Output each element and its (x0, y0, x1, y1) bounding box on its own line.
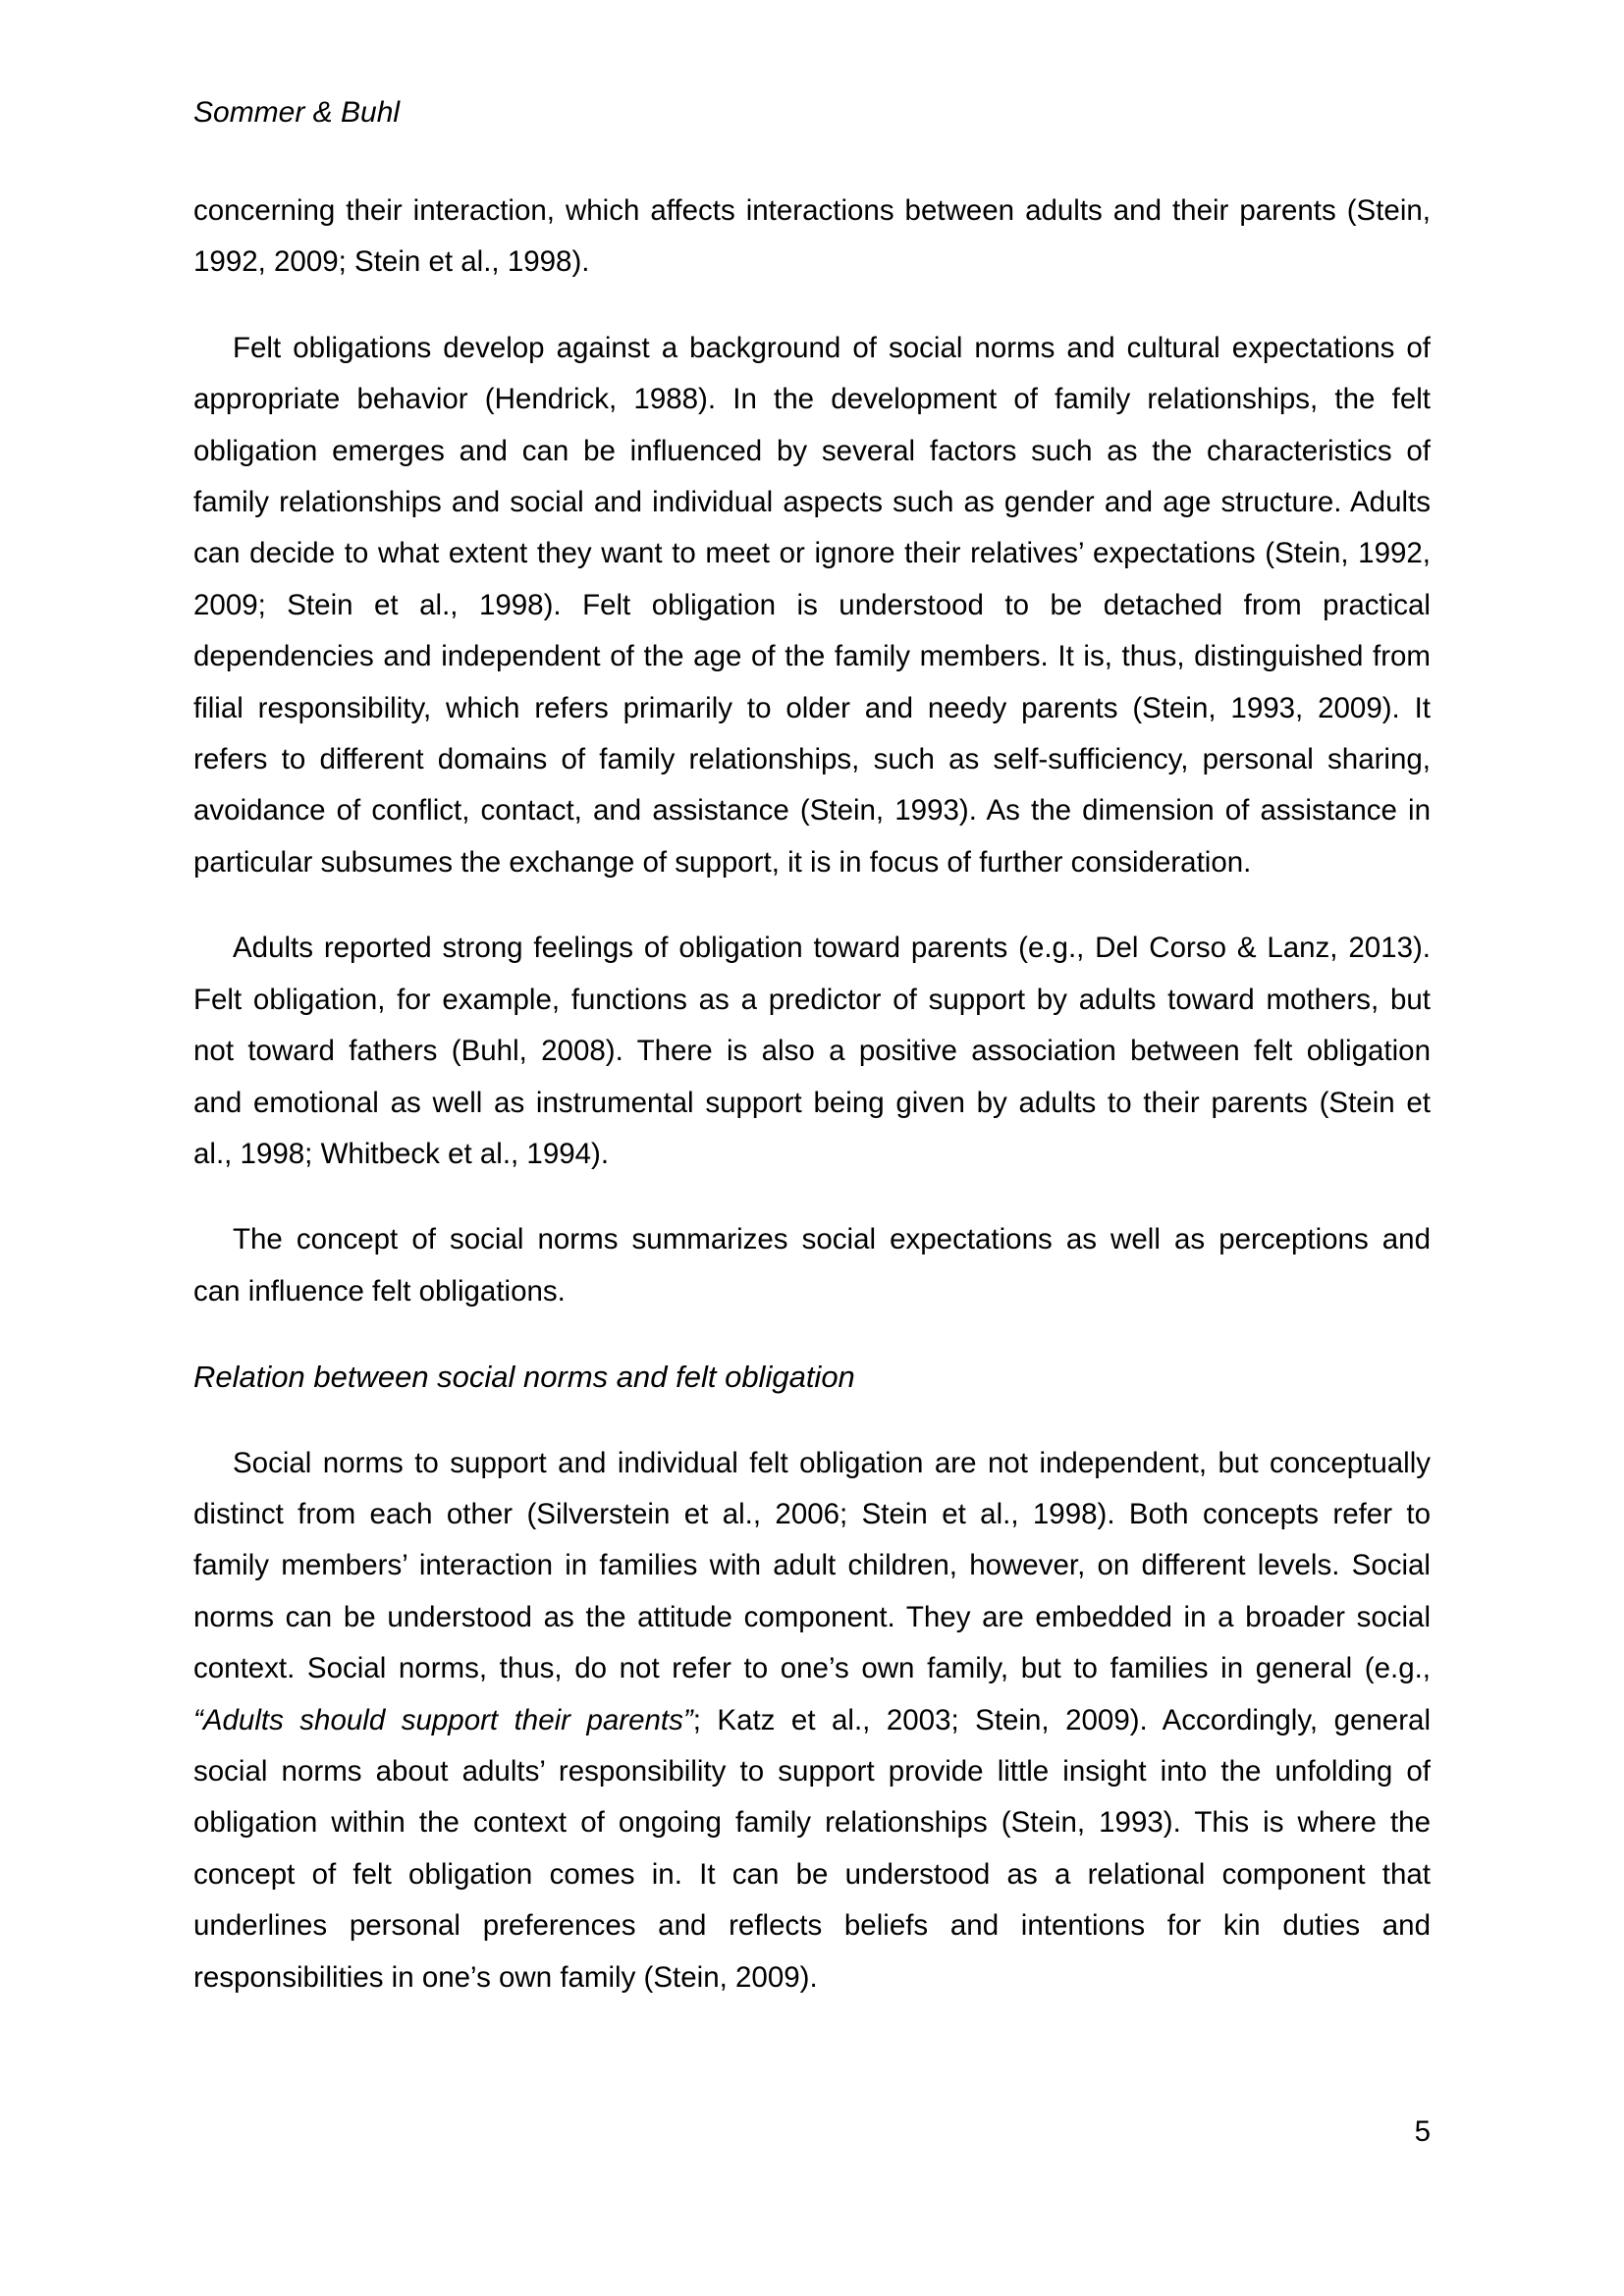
text-line: Social norms to support and individual felt obligation are not independent, but conceptually (233, 1446, 1431, 1479)
text-line (193, 1695, 1431, 1746)
text-line: distinct from each other (Silverstein et al., 2006; Stein et al., 1998). Both concepts refer to (193, 1497, 1431, 1530)
paragraph (193, 923, 1431, 1180)
text-line: can influence felt obligations. (193, 1274, 566, 1308)
text-line: al., 1998; Whitbeck et al., 1994). (193, 1137, 610, 1170)
text-line: 1992, 2009; Stein et al., 1998). (193, 245, 590, 279)
document-body (193, 186, 1431, 2003)
text-line: not toward fathers (Buhl, 2008). There is also a positive association between felt obligation (193, 1035, 1431, 1068)
paragraph (193, 1438, 1431, 2003)
paragraph (193, 1214, 1431, 1317)
text-line: particular subsumes the exchange of support, it is in focus of further consideration. (193, 845, 1252, 879)
text-line: responsibilities in one’s own family (Stein, 2009). (193, 1960, 818, 1994)
text-line: Felt obligation, for example, functions as a predictor of support by adults toward mothers, but (193, 983, 1431, 1016)
page-number: 5 (1414, 2115, 1431, 2148)
text-line: social norms about adults’ responsibility to support provide little insight into the unfolding of (193, 1754, 1431, 1788)
text-line: family members’ interaction in families with adult children, however, on different levels. Social (193, 1549, 1431, 1582)
text-line: can decide to what extent they want to meet or ignore their relatives’ expectations (Stein, 1992, (193, 537, 1431, 570)
text-line: avoidance of conflict, contact, and assistance (Stein, 1993). As the dimension of assistance in (193, 794, 1431, 828)
text-run: ; Katz et al., 2003; Stein, 2009). Accordingly, general (692, 1703, 1431, 1736)
text-line: obligation emerges and can be influenced by several factors such as the characteristics of (193, 434, 1431, 467)
running-head: Sommer & Buhl (193, 96, 401, 129)
text-line: underlines personal preferences and reflects beliefs and intentions for kin duties and (193, 1909, 1431, 1943)
text-line: refers to different domains of family relationships, such as self-sufficiency, personal sharing, (193, 743, 1431, 776)
text-line: The concept of social norms summarizes social expectations as well as perceptions and (233, 1223, 1431, 1256)
text-line: concerning their interaction, which affects interactions between adults and their parents (Stein, (193, 194, 1431, 227)
section-heading: Relation between social norms and felt obligation (193, 1360, 855, 1395)
text-line: appropriate behavior (Hendrick, 1988). In the development of family relationships, the felt (193, 383, 1431, 416)
text-line: obligation within the context of ongoing family relationships (Stein, 1993). This is where the (193, 1806, 1431, 1840)
paragraph (193, 323, 1431, 888)
text-line: 2009; Stein et al., 1998). Felt obligation is understood to be detached from practical (193, 588, 1431, 621)
text-line: dependencies and independent of the age of the family members. It is, thus, distinguished from (193, 640, 1431, 673)
text-line: context. Social norms, thus, do not refer to one’s own family, but to families in general (e.g., (193, 1652, 1431, 1685)
text-line: family relationships and social and individual aspects such as gender and age structure. Adults (193, 486, 1431, 519)
paragraph (193, 186, 1431, 289)
text-line: filial responsibility, which refers primarily to older and needy parents (Stein, 1993, 2009). It (193, 691, 1431, 724)
text-line: concept of felt obligation comes in. It can be understood as a relational component that (193, 1857, 1431, 1891)
text-line: norms can be understood as the attitude component. They are embedded in a broader social (193, 1600, 1431, 1633)
text-line: and emotional as well as instrumental support being given by adults to their parents (Stein et (193, 1086, 1431, 1119)
text-line: Felt obligations develop against a background of social norms and cultural expectations of (233, 331, 1431, 364)
text-line: Adults reported strong feelings of obligation toward parents (e.g., Del Corso & Lanz, 2013). (233, 932, 1431, 965)
italic-text-run: “Adults should support their parents” (193, 1703, 693, 1736)
